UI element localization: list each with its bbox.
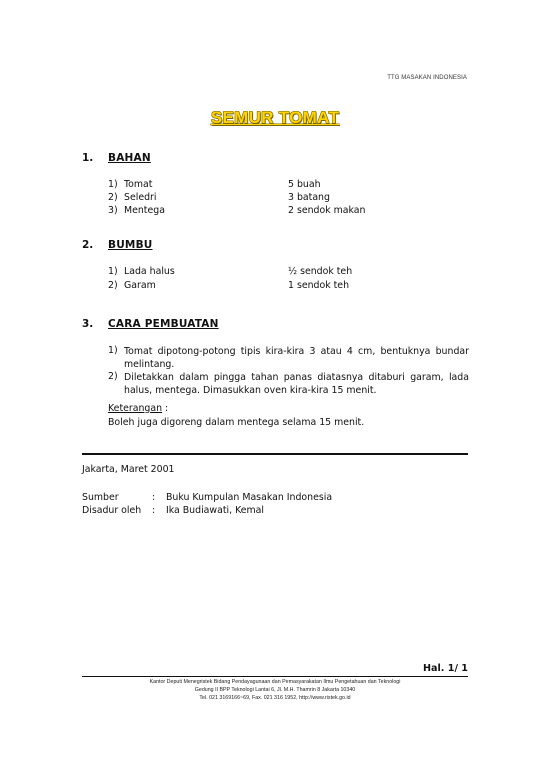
section-number-bumbu: 2. — [82, 239, 94, 251]
page-number: Hal. 1/ 1 — [423, 663, 468, 674]
compiled-by-label: Disadur oleh — [82, 505, 142, 516]
footer-line-2: Gedung II BPP Teknologi Lantai 6, Jl. M.H. Thamrin 8 Jakarta 10340 — [194, 687, 356, 693]
ingredient-quantity: 2 sendok makan — [288, 205, 366, 216]
source-value: Buku Kumpulan Masakan Indonesia — [166, 492, 333, 503]
list-item-number: 2) — [108, 192, 118, 203]
step-text: Tomat dipotong-potong tipis kira-kira 3 atau 4 cm, bentuknya bundar melintang. — [124, 346, 469, 370]
ingredient-name: Mentega — [124, 205, 165, 216]
place-date: Jakarta, Maret 2001 — [82, 464, 175, 475]
recipe-title: SEMUR TOMAT — [210, 108, 340, 127]
spice-quantity: ½ sendok teh — [288, 266, 353, 277]
compiled-by-colon: : — [152, 505, 156, 516]
footer-divider — [82, 676, 468, 677]
section-number-cara: 3. — [82, 318, 94, 330]
source-colon: : — [152, 492, 156, 503]
note-label-colon: : — [162, 403, 169, 414]
section-title-cara: CARA PEMBUATAN — [108, 318, 219, 330]
divider-line — [82, 453, 468, 455]
source-label: Sumber — [82, 492, 119, 503]
list-item-number: 1) — [108, 266, 118, 277]
footer-line-3: Tel. 021 3169166~69, Fax. 021 316 1952, http://www.ristek.go.id — [199, 695, 351, 701]
step-number: 1) — [108, 345, 118, 356]
list-item-number: 1) — [108, 179, 118, 190]
ingredient-quantity: 3 batang — [288, 192, 330, 203]
header-tag: TTG MASAKAN INDONESIA — [387, 75, 467, 81]
note-label-text: Keterangan — [108, 403, 163, 414]
list-item-number: 3) — [108, 205, 118, 216]
list-item-number: 2) — [108, 280, 118, 291]
compiled-by-value: Ika Budiawati, Kemal — [166, 505, 265, 516]
ingredient-name: Seledri — [124, 192, 157, 203]
footer-line-1: Kantor Deputi Menegristek Bidang Pendayagunaan dan Pemasyarakatan Ilmu Pengetahuan dan Teknologi — [149, 679, 401, 685]
note-text: Boleh juga digoreng dalam mentega selama 15 menit. — [108, 417, 365, 428]
spice-name: Garam — [124, 280, 156, 291]
section-title-bumbu: BUMBU — [108, 239, 153, 251]
ingredient-quantity: 5 buah — [288, 179, 321, 190]
section-number-bahan: 1. — [82, 152, 94, 164]
ingredient-name: Tomat — [124, 179, 153, 190]
step-text: Diletakkan dalam pingga tahan panas diatasnya ditaburi garam, lada halus, mentega. Dimasukkan oven kira-kira 15 menit. — [124, 372, 469, 396]
section-title-bahan: BAHAN — [108, 152, 151, 164]
step-number: 2) — [108, 371, 118, 382]
spice-name: Lada halus — [124, 266, 175, 277]
note-label — [108, 403, 168, 414]
spice-quantity: 1 sendok teh — [288, 280, 350, 291]
